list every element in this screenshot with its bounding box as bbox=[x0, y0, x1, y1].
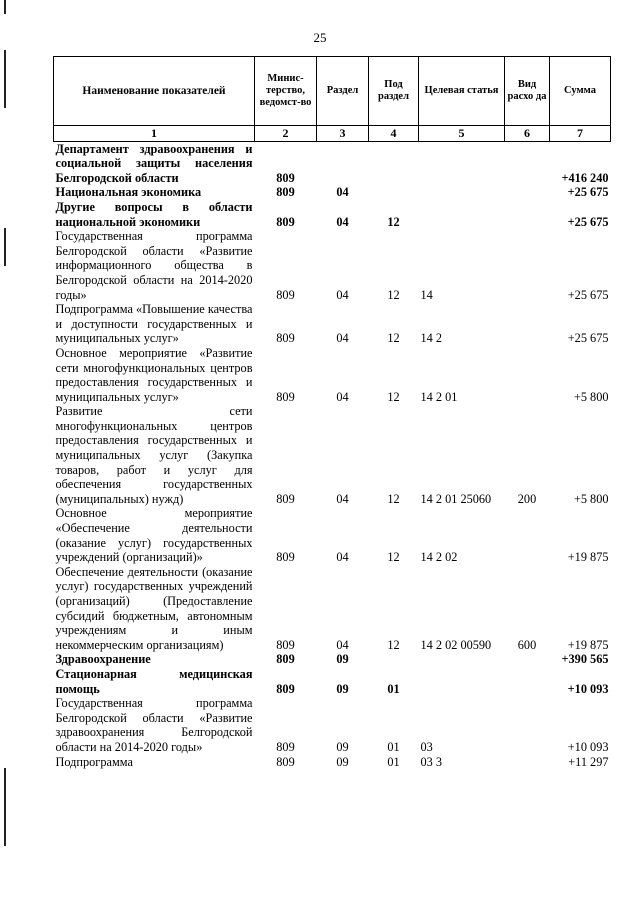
budget-table bbox=[53, 56, 611, 769]
row-name: Развитие сети многофункциональных центров предоставления государственных и муниципальных услуг (Закупка товаров, работ и услуг для обеспечения государственных (муниципальных) нужд) bbox=[55, 404, 253, 506]
table-row bbox=[54, 200, 611, 229]
column-number: 4 bbox=[369, 126, 419, 142]
row-subsection bbox=[369, 652, 419, 667]
table-row bbox=[54, 404, 611, 506]
row-section: 04 bbox=[336, 287, 349, 302]
row-subsection bbox=[369, 185, 419, 200]
row-sum: +5 800 bbox=[573, 389, 609, 404]
row-target bbox=[419, 185, 505, 200]
row-name: Обеспечение деятельности (оказание услуг) государственных учреждений (организаций) (Предоставление субсидий бюджетным, автономным учреждениям и иным некоммерческим организациям) bbox=[55, 564, 253, 652]
row-ministry: 809 bbox=[276, 389, 295, 404]
row-sum: +416 240 bbox=[561, 170, 609, 185]
row-target: 14 2 01 25060 bbox=[420, 491, 492, 506]
table-row bbox=[54, 185, 611, 200]
table-row bbox=[54, 506, 611, 564]
row-expense bbox=[505, 229, 550, 302]
row-ministry: 809 bbox=[276, 739, 295, 754]
row-ministry: 809 bbox=[276, 214, 295, 229]
table-row bbox=[54, 229, 611, 302]
row-expense bbox=[505, 755, 550, 770]
margin-mark-upper bbox=[4, 50, 6, 108]
row-section: 04 bbox=[336, 491, 349, 506]
row-expense bbox=[505, 200, 550, 229]
row-subsection: 12 bbox=[387, 287, 400, 302]
row-expense: 200 bbox=[517, 491, 537, 506]
row-section: 04 bbox=[336, 550, 349, 565]
row-sum: +5 800 bbox=[573, 491, 609, 506]
row-ministry: 809 bbox=[276, 637, 295, 652]
margin-mark-lower bbox=[4, 768, 6, 846]
row-sum: +25 675 bbox=[567, 214, 609, 229]
row-name: Стационарная медицинская помощь bbox=[55, 666, 253, 696]
table-row bbox=[54, 755, 611, 770]
row-section: 09 bbox=[336, 652, 349, 667]
row-name: Основное мероприятие «Развитие сети многофункциональных центров предоставления государственных и муниципальных услуг» bbox=[55, 345, 253, 404]
row-subsection: 01 bbox=[387, 754, 400, 769]
row-expense bbox=[505, 185, 550, 200]
row-target bbox=[419, 200, 505, 229]
row-subsection bbox=[369, 141, 419, 185]
row-name: Национальная экономика bbox=[55, 185, 202, 200]
row-ministry: 809 bbox=[276, 170, 295, 185]
row-target bbox=[419, 141, 505, 185]
row-target bbox=[419, 667, 505, 696]
column-number: 3 bbox=[317, 126, 369, 142]
row-section: 09 bbox=[336, 681, 349, 696]
row-sum: +25 675 bbox=[567, 287, 609, 302]
row-expense bbox=[505, 346, 550, 404]
row-target: 14 bbox=[420, 287, 433, 302]
row-subsection: 12 bbox=[387, 214, 400, 229]
row-ministry: 809 bbox=[276, 550, 295, 565]
row-subsection: 12 bbox=[387, 331, 400, 346]
header-subsection: Под раздел bbox=[369, 57, 419, 126]
column-number: 1 bbox=[54, 126, 255, 142]
row-name: Государственная программа Белгородской области «Развитие информационного общества в Белгородской области на 2014-2020 годы» bbox=[55, 229, 253, 302]
row-section: 04 bbox=[336, 331, 349, 346]
row-name: Здравоохранение bbox=[55, 652, 151, 667]
row-name: Другие вопросы в области национальной экономики bbox=[55, 199, 253, 229]
row-expense bbox=[505, 141, 550, 185]
row-subsection: 12 bbox=[387, 389, 400, 404]
row-sum: +19 875 bbox=[567, 637, 609, 652]
column-number-row bbox=[54, 126, 611, 142]
page-number: 25 bbox=[313, 30, 327, 45]
row-target bbox=[419, 652, 505, 667]
column-number: 6 bbox=[505, 126, 550, 142]
row-section bbox=[317, 141, 369, 185]
row-section: 04 bbox=[336, 185, 349, 200]
row-sum: +10 093 bbox=[567, 739, 609, 754]
row-subsection: 12 bbox=[387, 637, 400, 652]
header-target: Целевая статья bbox=[419, 57, 505, 126]
row-name: Государственная программа Белгородской области «Развитие здравоохранения Белгородской области на 2014-2020 годы» bbox=[55, 696, 253, 754]
row-subsection: 01 bbox=[387, 681, 400, 696]
header-sum: Сумма bbox=[550, 57, 611, 126]
row-ministry: 809 bbox=[276, 652, 295, 667]
row-expense bbox=[505, 696, 550, 754]
row-ministry: 809 bbox=[276, 287, 295, 302]
row-target: 14 2 02 00590 bbox=[420, 637, 492, 652]
row-sum: +390 565 bbox=[561, 652, 609, 667]
row-section: 04 bbox=[336, 389, 349, 404]
column-number: 2 bbox=[255, 126, 317, 142]
row-name: Департамент здравоохранения и социальной защиты населения Белгородской области bbox=[55, 141, 253, 185]
table-row bbox=[54, 696, 611, 754]
row-ministry: 809 bbox=[276, 491, 295, 506]
margin-mark-top bbox=[4, 0, 6, 14]
row-expense bbox=[505, 652, 550, 667]
row-target: 14 2 bbox=[420, 331, 443, 346]
row-section: 09 bbox=[336, 739, 349, 754]
row-section: 04 bbox=[336, 637, 349, 652]
row-ministry: 809 bbox=[276, 185, 295, 200]
row-ministry: 809 bbox=[276, 754, 295, 769]
row-expense bbox=[505, 302, 550, 346]
row-name: Основное мероприятие «Обеспечение деятельности (оказание услуг) государственных учреждений (организаций)» bbox=[55, 506, 253, 565]
row-ministry: 809 bbox=[276, 331, 295, 346]
table-body bbox=[54, 141, 611, 769]
table-row bbox=[54, 302, 611, 346]
row-sum: +25 675 bbox=[567, 185, 609, 200]
table-row bbox=[54, 141, 611, 185]
row-section: 09 bbox=[336, 754, 349, 769]
row-target: 03 bbox=[420, 739, 433, 754]
header-expense: Вид расхо да bbox=[505, 57, 550, 126]
row-expense bbox=[505, 506, 550, 564]
header-section: Раздел bbox=[317, 57, 369, 126]
row-expense: 600 bbox=[517, 637, 537, 652]
row-sum: +10 093 bbox=[567, 681, 609, 696]
row-name: Подпрограмма bbox=[55, 754, 133, 769]
column-number: 5 bbox=[419, 126, 505, 142]
row-expense bbox=[505, 667, 550, 696]
column-number: 7 bbox=[550, 126, 611, 142]
table-row bbox=[54, 667, 611, 696]
row-target: 14 2 01 bbox=[420, 389, 458, 404]
row-sum: +25 675 bbox=[567, 331, 609, 346]
row-name: Подпрограмма «Повышение качества и доступности государственных и муниципальных услуг» bbox=[55, 302, 253, 346]
table-row bbox=[54, 346, 611, 404]
row-target: 03 3 bbox=[420, 754, 443, 769]
margin-mark-middle bbox=[4, 228, 6, 266]
row-subsection: 01 bbox=[387, 739, 400, 754]
header-ministry: Минис-терство, ведомст-во bbox=[255, 57, 317, 126]
row-subsection: 12 bbox=[387, 491, 400, 506]
row-section: 04 bbox=[336, 214, 349, 229]
row-target: 14 2 02 bbox=[420, 550, 458, 565]
row-ministry: 809 bbox=[276, 681, 295, 696]
row-sum: +19 875 bbox=[567, 550, 609, 565]
row-sum: +11 297 bbox=[568, 754, 609, 769]
table-row bbox=[54, 652, 611, 667]
row-subsection: 12 bbox=[387, 550, 400, 565]
table-header-row bbox=[54, 57, 611, 126]
table-row bbox=[54, 565, 611, 653]
header-name: Наименование показателей bbox=[54, 57, 255, 126]
